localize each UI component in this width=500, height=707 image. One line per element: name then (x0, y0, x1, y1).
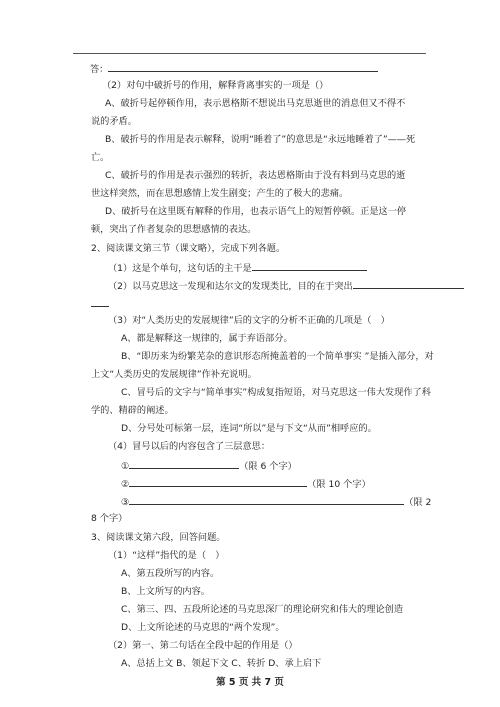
line-text: A、总括上文 B、领起下文 C、转折 D、承上启下 (121, 658, 322, 669)
text-line (121, 622, 285, 634)
text-line (91, 532, 225, 544)
text-line (121, 658, 321, 670)
text-line (121, 495, 431, 509)
text-line (105, 206, 406, 218)
answer-blank[interactable] (91, 297, 109, 307)
text-line (91, 188, 348, 200)
line-text: （1）“这样”指代的是（ ） (108, 550, 225, 561)
text-line (91, 116, 137, 128)
line-text: （2）以马克思这一发现和达尔文的发现类比，目的在于突出 (108, 281, 353, 292)
line-text: 学的、精辟的阐述。 (91, 405, 174, 416)
text-line (91, 369, 257, 381)
text-line (121, 459, 297, 473)
line-text: 顿，突出了作者复杂的思想感情的表达。 (91, 224, 257, 235)
text-line (108, 261, 367, 275)
line-text: ③ (121, 497, 130, 508)
line-text: （4）冒号以后的内容包含了三层意思： (108, 441, 271, 452)
text-line (121, 604, 403, 616)
line-text: D、破折号在这里既有解释的作用，也表示语气上的短暂停顿。正是这一停 (105, 206, 407, 217)
line-text: 说的矛盾。 (91, 116, 137, 127)
limit-note: （限 10 个字） (307, 479, 371, 490)
line-text: ② (121, 479, 130, 490)
answer-blank[interactable] (129, 495, 404, 505)
text-line (108, 640, 298, 652)
line-text: C、第三、四、五段所论述的马克思深厂的理论研究和伟大的理论创造 (121, 604, 404, 615)
line-text: （2）第一、第二句话在全段中起的作用是（） (108, 640, 298, 651)
line-text: 上文“人类历史的发展规律”作补充说明。 (91, 369, 257, 380)
text-line (108, 315, 390, 327)
text-line (105, 134, 415, 146)
text-line (91, 513, 127, 525)
text-line (105, 98, 405, 110)
line-text: B、上文所写的内容。 (121, 586, 210, 597)
text-line (90, 62, 378, 76)
header-rule (73, 53, 426, 54)
answer-blank[interactable] (108, 62, 378, 72)
text-line (121, 568, 219, 580)
text-line (121, 423, 377, 435)
line-text: B、“即历来为纷繁芜杂的意识形态所掩盖着的一个简单事实 ”是插入部分，对 (121, 351, 434, 362)
text-line (121, 351, 434, 363)
line-text: A、破折号起停顿作用，表示恩格斯不想说出马克思逝世的消息但又不得不 (105, 98, 406, 109)
limit-note: （限 2 (404, 497, 432, 508)
page-footer: 第 5 页 共 7 页 (216, 677, 284, 688)
line-text: （3）对“人类历史的发展规律”后的文字的分析不正确的几项是（ ） (108, 315, 390, 326)
text-line (108, 550, 224, 562)
text-line (91, 405, 174, 417)
text-line (91, 243, 285, 255)
line-text: 答： (90, 64, 109, 75)
line-text: （2）对句中破折号的作用，解释背离事实的一项是（） (102, 80, 329, 91)
text-line (91, 152, 109, 164)
text-line (105, 170, 405, 182)
line-text: A、都是解释这一规律的，属于弃语部分。 (121, 333, 293, 344)
answer-blank[interactable] (129, 459, 239, 469)
line-text: A、第五段所写的内容。 (121, 568, 220, 579)
line-text: ① (121, 461, 130, 472)
text-line (91, 297, 109, 311)
line-text: 亡。 (91, 152, 110, 163)
text-line (121, 477, 371, 491)
text-line (91, 224, 256, 236)
line-text: 世这样突然，而在思想感情上发生剧变；产生的了极大的悲痛。 (91, 188, 349, 199)
line-text: 8 个字） (91, 513, 128, 524)
text-line (121, 586, 210, 598)
line-text: 3、阅读课文第六段，回答问题。 (91, 532, 226, 543)
line-text: C、冒号后的文字与“简单事实”构成复指短语，对马克思这一伟大发现作了科 (121, 387, 431, 398)
limit-note: （限 6 个字） (239, 461, 297, 472)
answer-blank[interactable] (252, 261, 367, 271)
answer-blank[interactable] (129, 477, 307, 487)
text-line (108, 441, 270, 453)
line-text: （1）这是个单句，这句话的主干是 (108, 263, 252, 274)
line-text: D、上文所论述的马克思的“两个发现”。 (121, 622, 285, 633)
line-text: C、破折号的作用是表示强烈的转折，表达恩格斯由于没有料到马克思的逝 (105, 170, 406, 181)
line-text: D、分号处可标第一层，连词“所以”是与下文“从而”相呼应的。 (121, 423, 377, 434)
text-line (121, 387, 431, 399)
text-line (108, 279, 464, 293)
line-text: 2、阅读课文第三节（课文略），完成下列各题。 (91, 243, 286, 254)
line-text: B、破折号的作用是表示解释，说明“睡着了”的意思是“永远地睡着了”——死 (105, 134, 416, 145)
text-line (121, 333, 293, 345)
answer-blank[interactable] (353, 279, 464, 289)
text-line (102, 80, 328, 92)
